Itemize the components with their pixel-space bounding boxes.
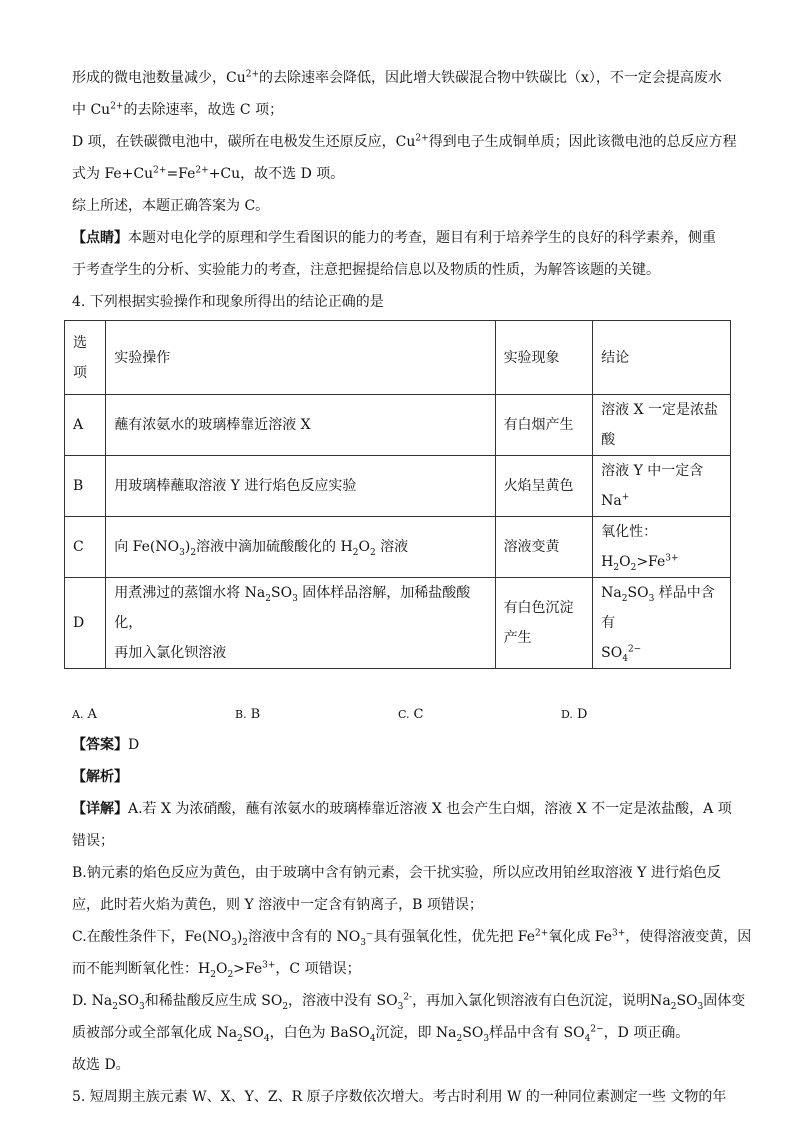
- answer-value: D: [128, 737, 140, 753]
- detail-line-7: D. $Na_2SO_3$和稀盐酸反应生成 $SO_2$，溶液中没有 $SO_3^{2-}$，再加入氯化钡溶液有白色沉淀，说明$Na_2SO_3$固体变: [72, 992, 746, 1012]
- intro-line-1: 形成的微电池数量减少，$Cu^{2+}$的去除速率会降低，因此增大铁碳混合物中铁碳比（x），不一定会提高废水: [72, 69, 722, 86]
- tip-line-2: 于考查学生的分析、实验能力的考查，注意把握提给信息以及物质的性质，为解答该题的关键。: [72, 262, 660, 278]
- option-c[interactable]: C. C: [398, 707, 424, 722]
- detail-line-9: 故选 D。: [72, 1057, 130, 1073]
- question-4-table: [64, 320, 731, 669]
- option-b[interactable]: B. B: [235, 707, 261, 722]
- table-row: [65, 456, 731, 517]
- header-phenomenon: 实验现象: [495, 321, 593, 395]
- intro-line-5: 综上所述，本题正确答案为 C。: [72, 198, 270, 214]
- row-phenomenon: 火焰呈黄色: [495, 456, 593, 517]
- header-option: 选 项: [65, 321, 106, 395]
- row-conclusion: 氧化性：$H_2O_2>Fe^{3+}$: [593, 517, 731, 578]
- tip-line-1: 【点睛】本题对电化学的原理和学生看图识的能力的考查，题目有利于培养学生的良好的科学素养，侧重: [72, 230, 716, 246]
- analysis-heading: 【解析】: [72, 769, 128, 785]
- intro-line-4: 式为 $Fe+Cu^{2+}=Fe^{2+}+Cu$，故不选 D 项。: [72, 165, 345, 182]
- row-key: B: [65, 456, 106, 517]
- header-operation: 实验操作: [106, 321, 495, 395]
- detail-line-4: 应，此时若火焰为黄色，则 Y 溶液中一定含有钠离子，B 项错误；: [72, 897, 483, 913]
- answer-options: [72, 703, 732, 727]
- row-phenomenon: 溶液变黄: [495, 517, 593, 578]
- detail-line-1: 【详解】A.若 X 为浓硝酸，蘸有浓氨水的玻璃棒靠近溶液 X 也会产生白烟，溶液 X 不一定是浓盐酸，A 项: [72, 801, 732, 817]
- detail-line-5: C.在酸性条件下，$Fe(NO_3)_2$溶液中含有的 $NO_3^-$具有强氧化性，优先把 $Fe^{2+}$氧化成 $Fe^{3+}$，使得溶液变黄，因: [72, 928, 752, 948]
- row-phenomenon: 有白色沉淀 产生: [495, 578, 593, 669]
- detail-line-2: 错误；: [72, 833, 114, 849]
- row-operation: 蘸有浓氨水的玻璃棒靠近溶液 X: [106, 395, 495, 456]
- option-d[interactable]: D. D: [561, 707, 588, 722]
- question-5-stem: 5. 短周期主族元素 W、X、Y、Z、R 原子序数依次增大。考古时利用 W 的一种同位素测定一些 文物的年: [72, 1089, 727, 1105]
- document-page: [72, 62, 752, 1113]
- row-operation: 用煮沸过的蒸馏水将 $Na_2SO_3$ 固体样品溶解，加稀盐酸酸化， 再加入氯化钡溶液: [106, 578, 495, 669]
- answer-heading: 【答案】: [72, 737, 128, 753]
- header-conclusion: 结论: [593, 321, 731, 395]
- intro-line-3: D 项，在铁碳微电池中，碳所在电极发生还原反应，$Cu^{2+}$得到电子生成铜单质；因此该微电池的总反应方程: [72, 133, 737, 150]
- row-key: A: [65, 395, 106, 456]
- tip-heading: 【点睛】: [72, 230, 128, 246]
- row-operation: 用玻璃棒蘸取溶液 Y 进行焰色反应实验: [106, 456, 495, 517]
- row-phenomenon: 有白烟产生: [495, 395, 593, 456]
- row-key: D: [65, 578, 106, 669]
- option-a[interactable]: A. A: [72, 707, 97, 722]
- row-operation: 向 $Fe(NO_3)_2$溶液中滴加硫酸酸化的 $H_2O_2$ 溶液: [106, 517, 495, 578]
- intro-line-2: 中 $Cu^{2+}$的去除速率，故选 C 项；: [72, 101, 284, 118]
- question-4-stem: 4. 下列根据实验操作和现象所得出的结论正确的是: [72, 294, 384, 310]
- row-conclusion: 溶液 X 一定是浓盐酸: [593, 395, 731, 456]
- row-key: C: [65, 517, 106, 578]
- answer-line: [72, 729, 732, 761]
- table-row: [65, 517, 731, 578]
- table-row: [65, 395, 731, 456]
- table-header-row: [65, 321, 731, 395]
- detail-line-8: 质被部分或全部氧化成 $Na_2SO_4$，白色为 BaSO$_4$沉淀，即 $Na_2SO_3$样品中含有 $SO_4^{2-}$，D 项正确。: [72, 1024, 690, 1044]
- table-row: [65, 578, 731, 669]
- detail-heading: 【详解】: [72, 801, 128, 817]
- detail-line-6: 而不能判断氧化性：$H_2O_2>Fe^{3+}$，C 项错误；: [72, 960, 361, 980]
- detail-line-3: B.钠元素的焰色反应为黄色，由于玻璃中含有钠元素，会干扰实验，所以应改用铂丝取溶液 Y 进行焰色反: [72, 865, 721, 881]
- row-conclusion: 溶液 Y 中一定含 Na+: [593, 456, 731, 517]
- row-conclusion: $Na_2SO_3$ 样品中含有 $SO_4^{2-}$: [593, 578, 731, 669]
